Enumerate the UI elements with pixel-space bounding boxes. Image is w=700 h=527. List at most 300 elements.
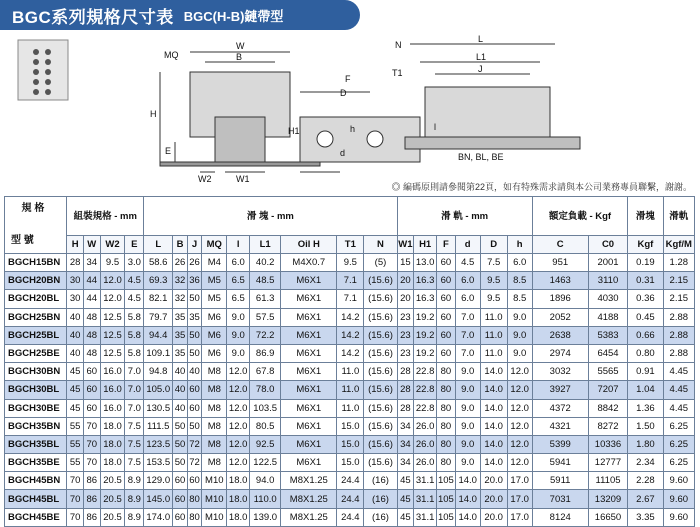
value-cell: 16650 [588, 508, 627, 526]
value-cell: (15.6) [364, 290, 397, 308]
value-cell: 11.0 [337, 363, 364, 381]
value-cell: M10 [202, 490, 227, 508]
label-h: H [150, 109, 157, 119]
value-cell: 7.5 [480, 254, 507, 272]
value-cell: 80 [187, 508, 202, 526]
value-cell: 12.0 [227, 417, 250, 435]
table-row [5, 344, 695, 362]
column-header: D [480, 236, 507, 254]
value-cell: 7.0 [455, 326, 480, 344]
value-cell: 8.5 [507, 272, 532, 290]
model-cell: BGCH30BN [5, 363, 67, 381]
value-cell: 105.0 [144, 381, 173, 399]
value-cell: 61.3 [250, 290, 281, 308]
column-header: T1 [337, 236, 364, 254]
group-rail: 滑 軌 - mm [397, 197, 532, 236]
model-cell: BGCH20BL [5, 290, 67, 308]
value-cell: M8 [202, 363, 227, 381]
value-cell: M8X1.25 [281, 508, 337, 526]
value-cell: 153.5 [144, 454, 173, 472]
value-cell: 23 [397, 308, 414, 326]
table-row [5, 472, 695, 490]
value-cell: 9.0 [455, 435, 480, 453]
value-cell: 4.45 [663, 399, 694, 417]
value-cell: (15.6) [364, 308, 397, 326]
value-cell: M6X1 [281, 326, 337, 344]
column-header: h [507, 236, 532, 254]
value-cell: 22.8 [414, 363, 437, 381]
value-cell: 12.0 [507, 454, 532, 472]
group-load: 額定負載 - Kgf [532, 197, 628, 236]
value-cell: 48 [83, 326, 100, 344]
value-cell: (16) [364, 490, 397, 508]
value-cell: 57.5 [250, 308, 281, 326]
table-row [5, 454, 695, 472]
value-cell: 8.5 [507, 290, 532, 308]
value-cell: 94.8 [144, 363, 173, 381]
value-cell: M4X0.7 [281, 254, 337, 272]
value-cell: 130.5 [144, 399, 173, 417]
value-cell: 951 [532, 254, 588, 272]
value-cell: 1.80 [628, 435, 663, 453]
value-cell: 14.0 [480, 399, 507, 417]
model-cell: BGCH25BN [5, 308, 67, 326]
value-cell: 9.0 [455, 381, 480, 399]
value-cell: 26.0 [414, 417, 437, 435]
value-cell: 14.2 [337, 326, 364, 344]
value-cell: 2.67 [628, 490, 663, 508]
value-cell: 20.0 [480, 472, 507, 490]
dimension-diagram [0, 32, 700, 182]
value-cell: 48 [83, 308, 100, 326]
value-cell: 14.2 [337, 308, 364, 326]
product-thumbnail [18, 40, 68, 100]
value-cell: 31.1 [414, 508, 437, 526]
spec-table-container [4, 196, 695, 527]
column-header: N [364, 236, 397, 254]
page-subtitle: BGC(H-B)鏈帶型 [183, 8, 284, 24]
value-cell: 60 [83, 381, 100, 399]
value-cell: 70 [67, 490, 84, 508]
value-cell: 40 [173, 381, 188, 399]
value-cell: 9.60 [663, 490, 694, 508]
value-cell: 70 [83, 417, 100, 435]
value-cell: (15.6) [364, 399, 397, 417]
side-view [300, 92, 420, 172]
value-cell: 48 [83, 344, 100, 362]
value-cell: 24.4 [337, 508, 364, 526]
value-cell: 20 [397, 290, 414, 308]
label-d-big: D [340, 88, 347, 98]
value-cell: 22.8 [414, 381, 437, 399]
value-cell: 9.0 [507, 344, 532, 362]
value-cell: 12.0 [507, 435, 532, 453]
top-view [405, 44, 580, 149]
value-cell: M6X1 [281, 417, 337, 435]
value-cell: 40 [67, 344, 84, 362]
value-cell: 22.8 [414, 399, 437, 417]
value-cell: 105 [437, 472, 456, 490]
value-cell: 5.8 [125, 308, 144, 326]
value-cell: 9.0 [455, 399, 480, 417]
value-cell: 35 [173, 326, 188, 344]
value-cell: 2.34 [628, 454, 663, 472]
value-cell: 5.8 [125, 326, 144, 344]
value-cell: 174.0 [144, 508, 173, 526]
value-cell: 14.0 [455, 490, 480, 508]
value-cell: 4321 [532, 417, 588, 435]
value-cell: 4.45 [663, 363, 694, 381]
value-cell: M6X1 [281, 308, 337, 326]
value-cell: 3110 [588, 272, 627, 290]
value-cell: 5941 [532, 454, 588, 472]
value-cell: 5565 [588, 363, 627, 381]
value-cell: 92.5 [250, 435, 281, 453]
value-cell: 14.2 [337, 344, 364, 362]
value-cell: 6.0 [455, 290, 480, 308]
value-cell: 6.0 [507, 254, 532, 272]
value-cell: 0.80 [628, 344, 663, 362]
value-cell: 28 [67, 254, 84, 272]
value-cell: 18.0 [227, 508, 250, 526]
value-cell: 6.5 [227, 272, 250, 290]
value-cell: 12.0 [227, 381, 250, 399]
value-cell: (15.6) [364, 381, 397, 399]
title-bar [0, 0, 360, 30]
value-cell: 60 [83, 399, 100, 417]
value-cell: 9.0 [507, 308, 532, 326]
value-cell: M6X1 [281, 290, 337, 308]
value-cell: 24.4 [337, 472, 364, 490]
value-cell: 8.9 [125, 490, 144, 508]
value-cell: 20.5 [100, 490, 125, 508]
value-cell: 16.3 [414, 290, 437, 308]
value-cell: M6X1 [281, 272, 337, 290]
value-cell: 0.19 [628, 254, 663, 272]
value-cell: 12.0 [227, 399, 250, 417]
value-cell: 6454 [588, 344, 627, 362]
value-cell: 7.1 [337, 290, 364, 308]
column-header: B [173, 236, 188, 254]
value-cell: 12.0 [227, 435, 250, 453]
value-cell: 28 [397, 399, 414, 417]
value-cell: 4372 [532, 399, 588, 417]
value-cell: 19.2 [414, 308, 437, 326]
value-cell: 12.5 [100, 344, 125, 362]
value-cell: 12.0 [100, 272, 125, 290]
value-cell: 45 [67, 363, 84, 381]
value-cell: 50 [173, 417, 188, 435]
value-cell: 2001 [588, 254, 627, 272]
value-cell: 60 [83, 363, 100, 381]
value-cell: 2.88 [663, 326, 694, 344]
value-cell: 60 [187, 472, 202, 490]
value-cell: 55 [67, 435, 84, 453]
value-cell: 26 [187, 254, 202, 272]
group-rail-weight: 滑軌 [663, 197, 694, 236]
value-cell: 2638 [532, 326, 588, 344]
value-cell: 145.0 [144, 490, 173, 508]
value-cell: 50 [173, 454, 188, 472]
label-b: B [236, 52, 243, 62]
value-cell: 11105 [588, 472, 627, 490]
value-cell: (16) [364, 472, 397, 490]
value-cell: 15.0 [337, 435, 364, 453]
value-cell: 7207 [588, 381, 627, 399]
value-cell: 9.5 [100, 254, 125, 272]
value-cell: 23 [397, 326, 414, 344]
value-cell: 34 [397, 454, 414, 472]
group-assembly: 組裝規格 - mm [67, 197, 144, 236]
value-cell: 40.2 [250, 254, 281, 272]
value-cell: 55 [67, 417, 84, 435]
value-cell: (15.6) [364, 326, 397, 344]
value-cell: (16) [364, 508, 397, 526]
value-cell: 45 [67, 381, 84, 399]
value-cell: 8.9 [125, 472, 144, 490]
value-cell: 15.0 [337, 417, 364, 435]
value-cell: M8X1.25 [281, 490, 337, 508]
value-cell: 60 [187, 399, 202, 417]
value-cell: 2.88 [663, 344, 694, 362]
value-cell: 11.0 [480, 344, 507, 362]
model-cell: BGCH20BN [5, 272, 67, 290]
spec-table-body [5, 254, 695, 527]
value-cell: 32 [173, 272, 188, 290]
value-cell: 26.0 [414, 435, 437, 453]
label-e: E [165, 146, 172, 156]
column-header: Kgf [628, 236, 663, 254]
group-block-weight: 滑塊 [628, 197, 663, 236]
value-cell: 40 [173, 399, 188, 417]
column-header: Kgf/M [663, 236, 694, 254]
value-cell: 4.5 [455, 254, 480, 272]
value-cell: 6.5 [227, 290, 250, 308]
value-cell: 7.1 [337, 272, 364, 290]
value-cell: 2974 [532, 344, 588, 362]
value-cell: 11.0 [480, 326, 507, 344]
value-cell: M6 [202, 308, 227, 326]
table-row [5, 290, 695, 308]
value-cell: 94.4 [144, 326, 173, 344]
value-cell: 40 [187, 363, 202, 381]
value-cell: 7031 [532, 490, 588, 508]
page-title: BGC系列規格尺寸表 [12, 7, 174, 27]
value-cell: 40 [173, 363, 188, 381]
value-cell: 12.5 [100, 308, 125, 326]
corner-top: 規 格 [21, 203, 45, 214]
value-cell: 7.5 [125, 435, 144, 453]
model-cell: BGCH45BE [5, 508, 67, 526]
value-cell: M6X1 [281, 344, 337, 362]
value-cell: 123.5 [144, 435, 173, 453]
value-cell: 60 [187, 381, 202, 399]
label-l-small: l [434, 122, 436, 132]
table-row [5, 308, 695, 326]
value-cell: 109.1 [144, 344, 173, 362]
table-row [5, 417, 695, 435]
value-cell: 5383 [588, 326, 627, 344]
value-cell: 3.0 [125, 254, 144, 272]
value-cell: 45 [67, 399, 84, 417]
value-cell: M6 [202, 326, 227, 344]
column-header: H1 [414, 236, 437, 254]
value-cell: 19.2 [414, 344, 437, 362]
value-cell: M5 [202, 290, 227, 308]
corner-bottom: 型 號 [11, 235, 34, 246]
value-cell: 7.0 [455, 308, 480, 326]
value-cell: 0.36 [628, 290, 663, 308]
value-cell: 60 [437, 254, 456, 272]
value-cell: 58.6 [144, 254, 173, 272]
value-cell: 31.1 [414, 472, 437, 490]
value-cell: M8 [202, 399, 227, 417]
value-cell: 18.0 [100, 454, 125, 472]
value-cell: (15.6) [364, 363, 397, 381]
value-cell: 60 [437, 272, 456, 290]
value-cell: 14.0 [480, 363, 507, 381]
column-header: C [532, 236, 588, 254]
value-cell: 0.91 [628, 363, 663, 381]
value-cell: 9.60 [663, 472, 694, 490]
model-cell: BGCH15BN [5, 254, 67, 272]
value-cell: M5 [202, 272, 227, 290]
value-cell: 6.25 [663, 417, 694, 435]
value-cell: 31.1 [414, 490, 437, 508]
value-cell: 28 [397, 363, 414, 381]
value-cell: 6.25 [663, 435, 694, 453]
value-cell: 18.0 [100, 435, 125, 453]
value-cell: 70 [83, 454, 100, 472]
value-cell: 70 [67, 472, 84, 490]
value-cell: M6X1 [281, 381, 337, 399]
column-header: Oil H [281, 236, 337, 254]
value-cell: 3.35 [628, 508, 663, 526]
suffix-note: BN, BL, BE [458, 152, 504, 162]
sub-header-row [5, 236, 695, 254]
value-cell: 15.0 [337, 454, 364, 472]
value-cell: 26.0 [414, 454, 437, 472]
value-cell: 17.0 [507, 508, 532, 526]
value-cell: 6.0 [455, 272, 480, 290]
value-cell: 8124 [532, 508, 588, 526]
value-cell: 2.15 [663, 272, 694, 290]
value-cell: 7.0 [125, 399, 144, 417]
value-cell: 12.0 [507, 363, 532, 381]
column-header: L [144, 236, 173, 254]
value-cell: 80 [437, 417, 456, 435]
label-t1: T1 [392, 68, 403, 78]
table-row [5, 381, 695, 399]
table-row [5, 272, 695, 290]
value-cell: 7.5 [125, 454, 144, 472]
label-j: J [478, 64, 483, 74]
value-cell: 60 [437, 308, 456, 326]
column-header: L1 [250, 236, 281, 254]
value-cell: 129.0 [144, 472, 173, 490]
value-cell: 12.0 [507, 381, 532, 399]
value-cell: 8.9 [125, 508, 144, 526]
value-cell: 11.0 [337, 381, 364, 399]
value-cell: (15.6) [364, 417, 397, 435]
value-cell: 60 [437, 344, 456, 362]
value-cell: 70 [67, 508, 84, 526]
column-header: l [227, 236, 250, 254]
value-cell: 60 [173, 508, 188, 526]
value-cell: 4188 [588, 308, 627, 326]
value-cell: 35 [173, 344, 188, 362]
value-cell: 9.0 [455, 454, 480, 472]
value-cell: 44 [83, 272, 100, 290]
value-cell: 10336 [588, 435, 627, 453]
value-cell: 50 [187, 417, 202, 435]
value-cell: 79.7 [144, 308, 173, 326]
value-cell: 45 [397, 490, 414, 508]
value-cell: 30 [67, 272, 84, 290]
label-w2: W2 [198, 174, 212, 182]
model-cell: BGCH30BE [5, 399, 67, 417]
value-cell: 40 [67, 308, 84, 326]
label-h1: H1 [288, 126, 300, 136]
value-cell: 0.31 [628, 272, 663, 290]
value-cell: 34 [397, 435, 414, 453]
value-cell: 105 [437, 490, 456, 508]
value-cell: M8 [202, 435, 227, 453]
value-cell: 72 [187, 454, 202, 472]
label-l: L [478, 34, 484, 44]
value-cell: 8842 [588, 399, 627, 417]
value-cell: M8 [202, 381, 227, 399]
table-row [5, 490, 695, 508]
value-cell: 12.0 [227, 454, 250, 472]
value-cell: 20 [397, 272, 414, 290]
column-header: F [437, 236, 456, 254]
column-header: H [67, 236, 84, 254]
value-cell: 35 [187, 308, 202, 326]
value-cell: M8 [202, 417, 227, 435]
value-cell: 16.0 [100, 381, 125, 399]
label-f: F [345, 74, 351, 84]
value-cell: 60 [173, 472, 188, 490]
value-cell: 40 [67, 326, 84, 344]
model-cell: BGCH35BN [5, 417, 67, 435]
value-cell: 12.0 [507, 399, 532, 417]
value-cell: 8272 [588, 417, 627, 435]
value-cell: 14.0 [480, 381, 507, 399]
value-cell: 34 [397, 417, 414, 435]
value-cell: M8X1.25 [281, 472, 337, 490]
value-cell: 110.0 [250, 490, 281, 508]
group-block: 滑 塊 - mm [144, 197, 397, 236]
value-cell: M10 [202, 508, 227, 526]
value-cell: 9.0 [455, 417, 480, 435]
value-cell: 111.5 [144, 417, 173, 435]
model-cell: BGCH35BL [5, 435, 67, 453]
value-cell: 26 [173, 254, 188, 272]
column-header: E [125, 236, 144, 254]
value-cell: 9.5 [480, 272, 507, 290]
value-cell: 3927 [532, 381, 588, 399]
value-cell: 36 [187, 272, 202, 290]
label-w: W [236, 41, 245, 51]
value-cell: 70 [83, 435, 100, 453]
value-cell: 50 [187, 344, 202, 362]
value-cell: 50 [187, 326, 202, 344]
value-cell: 24.4 [337, 490, 364, 508]
value-cell: 1463 [532, 272, 588, 290]
value-cell: 12.5 [100, 326, 125, 344]
value-cell: 4.5 [125, 272, 144, 290]
